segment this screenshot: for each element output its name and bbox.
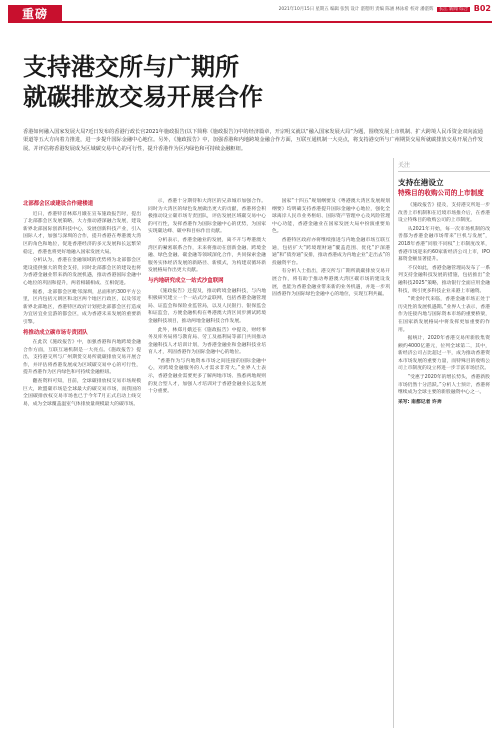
article-column-3 [272, 198, 390, 300]
article-column-2 [148, 198, 266, 397]
paragraph: 不仅如此，香港金融管理局发布了一系列支持金融科技发展的措施，包括推出“金融科技2025”策略，推动银行全面应用金融科技，吸引更多科技企业来港上市融资。 [398, 265, 490, 294]
column-divider [393, 158, 394, 728]
section-tab: 重磅 [8, 5, 62, 23]
issue-date-editors: 2021年10月15日 星期五 编辑 张凯 设计 湛程明 责编 陈涵 林泳希 校对 潘湛辉 [278, 7, 434, 12]
paragraph: 有分析人士指出，港交所与广期所就碳排放交易开展合作，将有助于推动粤港澳大湾区碳市场的建设发展，也能为香港金融业带来新的业务机遇，并进一步巩固香港作为国际绿色金融中心的地位，实现互利共赢。 [272, 269, 390, 298]
lead-paragraph: 香港如何融入国家发展大局?近日发布的香港行政长官2021年施政报告(以下简称《施政报告》)中的经济篇章，开宗明义就以“融入国家发展大局”为题，围绕发展上市机制、扩大跨境人民币资金双向流通渠道等五大方向着力推进，进一步提升国际金融中心地位。另外，《施政报告》中，加强香港和内地跨境金融合作方面，互联互通机制一大亮点，将支持港交所与广州期货交易所就碳排放交易开展合作发展。并评估将香港发展成为区域碳交易中心的可行性，提升香港作为区内绿色和可持续金融枢纽。 [23, 129, 483, 152]
sidebar-title: 支持在港设立 [398, 178, 444, 187]
subheading: 将推动成立碳市场专责团队 [23, 329, 88, 336]
sidebar-box [398, 160, 490, 406]
paragraph: “黄金时代来临，香港金融市场正处于历史性的发展机遇期。”业界人士表示，香港作为连接内地与国际资本市场的重要桥梁，在国家新发展格局中将发挥更加重要的作用。 [398, 297, 490, 333]
author-byline: 采写: 南都记者 许奔 [398, 399, 442, 405]
subheading: 北部都会区或建设合作建楼道 [23, 201, 94, 207]
paragraph: 《施政报告》还提及，推动跨境金融科技，与内地积极研究建立一个一站式沙盒联网，包括香港金融管理局、证监会和保险业监管局，以及人民银行、银保监会和证监会，方便金融机构在粤港澳大湾区同步测试跨境金融科技项目，推动两地金融科技合作发展。 [148, 288, 266, 324]
issue-meta [279, 6, 470, 12]
paragraph: “受惠于2020年的增长势头，香港新股市场仍然十分活跃。”分析人士预计，香港将继续成为全球主要的新股融资中心之一。 [398, 375, 490, 396]
paragraph: 在此次《施政报告》中，加强香港和内地跨境金融合作方面，互联互通机制是一大亮点。《施政报告》提出，支持港交所与广州期货交易所就碳排放交易开展合作，并评估将香港发展成为区域碳交易中心的可行性，提升香港作为区内绿色和可持续金融枢纽。 [23, 340, 141, 376]
paragraph: 《施政报告》提及，支持港交所进一步改善上市机制和在近境市场推介后，在香港设立特殊目的收购公司的上市制度。 [398, 203, 490, 224]
sidebar-body [398, 202, 490, 406]
paragraph: 从2021年开始，每一次市场机制的改善都为香港金融市场带来“巨机与发展”，2018年香港“同股不同权”上市制度改革，香港市场迎来约60家新经济公司上市，IPO募资金额显著提升。 [398, 226, 490, 263]
paragraph: 据统计，2020年香港交易所新股集资额约4000亿港元，位列全球第二，其中，新经济公司占比超过一半，成为推动香港资本市场发展的重要力量，而特殊目的收购公司上市制度的设立将进一步丰富市场层次。 [398, 336, 490, 372]
headline-line-2: 就碳排放交易开展合作 [23, 83, 263, 111]
masthead [0, 0, 500, 24]
paragraph: “香港作为与内地资本市场之间连接的国际金融中心，对跨境金融服务的人才需求非常大。”业界人士表示，香港金融业需要更多了解两地市场、熟悉两地规则的复合型人才，加强人才培训对于香港金融业长远发展十分重要。 [148, 358, 266, 395]
headline-line-1: 支持港交所与广期所 [23, 53, 239, 81]
paragraph: 翻查资料可知，目前，全球碳排放权交易市场规模巨大，欧盟碳市场是全球最大的碳交易市场，而我国的全国碳排放权交易市场也已于今年7月正式启动上线交易，成为全球覆盖温室气体排放量规模最大的碳市场。 [23, 379, 141, 407]
sidebar-label: 关注 [398, 160, 490, 172]
masthead-rule [62, 21, 492, 23]
sidebar-subtitle: 特殊目的收购公司的上市制度 [398, 189, 484, 197]
paragraph: 香港特区政府亦将继续推进与内地金融市场互联互通，包括扩大“跨境理财通”覆盖范围、优化“沪深港通”和“债券通”安排，推动香港成为内地企业“走出去”的投融资平台。 [272, 237, 390, 266]
paragraph: 此外，林郑月娥还在《施政报告》中提及，财经事务及库务局将与教育局、劳工及福利局等部门共同推动金融科技人才培训计划，为香港金融业和金融科技业培育人才，巩固香港作为国际金融中心的地位。 [148, 327, 266, 356]
article-column-1 [23, 198, 141, 409]
subheading: 与内地研究成立一站式沙盒联网 [148, 277, 224, 284]
paragraph: 近日，香港特首林郑月娥在宣布施政报告时，提出了北部都会区发展策略，大力推动港深融合发展，建设新界北部国际创新科技中心，发展创新科技产业，引入国际人才，加强与深圳的合作，提升香港在粤港澳大湾区的角色和地位，促进香港经济的多元发展和长远繁荣稳定，香港也将更好地融入国家发展大局。 [23, 211, 141, 255]
headline [23, 52, 423, 112]
paragraph: 分析认为，香港在金融领域的优势将为北部都会区建设提供强大的资金支持，同时北部都会区的建设也将为香港金融业带来新的发展机遇，推动香港国际金融中心地位的巩固和提升，两者相辅相成、互相促进。 [23, 258, 141, 286]
paragraph: 示，香港十分期待和大湾区的兄弟城市加强合作。同时为大湾区的绿色发展做出更大的贡献，香港将会积极推动设立碳市场专责团队，评估发展区域碳交易中心的可行性，发挥香港作为国际金融中心的优势，为国家实现碳达峰、碳中和目标作出贡献。 [148, 199, 266, 235]
paragraph: 据悉，北部都会区毗邻深圳，总面积约300平方公里，区内包括元朗区和北区两个地区行政区，以及邻近新界北部地区，香港特区政府计划把北部都会区打造成为宜居宜业宜游的都会区，成为香港未来发展的重要新引擎。 [23, 289, 141, 325]
edition-badge: 长江 新闻 综合 [438, 7, 468, 12]
paragraph: 分析表示，香港金融业的发展，离不开与粤港澳大湾区的紧密联系合作，未来将推动在创新金融、跨境金融、绿色金融、碳金融等领域深化合作，共同探索金融服务实体经济发展的新路径、新模式，为构建双循环新发展格局作出更大贡献。 [148, 237, 266, 274]
page-number: B02 [473, 4, 491, 13]
paragraph: 国家“十四五”规划纲要及《粤港澳大湾区发展规划纲要》均明确支持香港提升国际金融中心地位，强化全球离岸人民币业务枢纽、国际资产管理中心及风险管理中心功能，香港金融业在国家发展大局中扮演重要角色。 [272, 199, 390, 235]
